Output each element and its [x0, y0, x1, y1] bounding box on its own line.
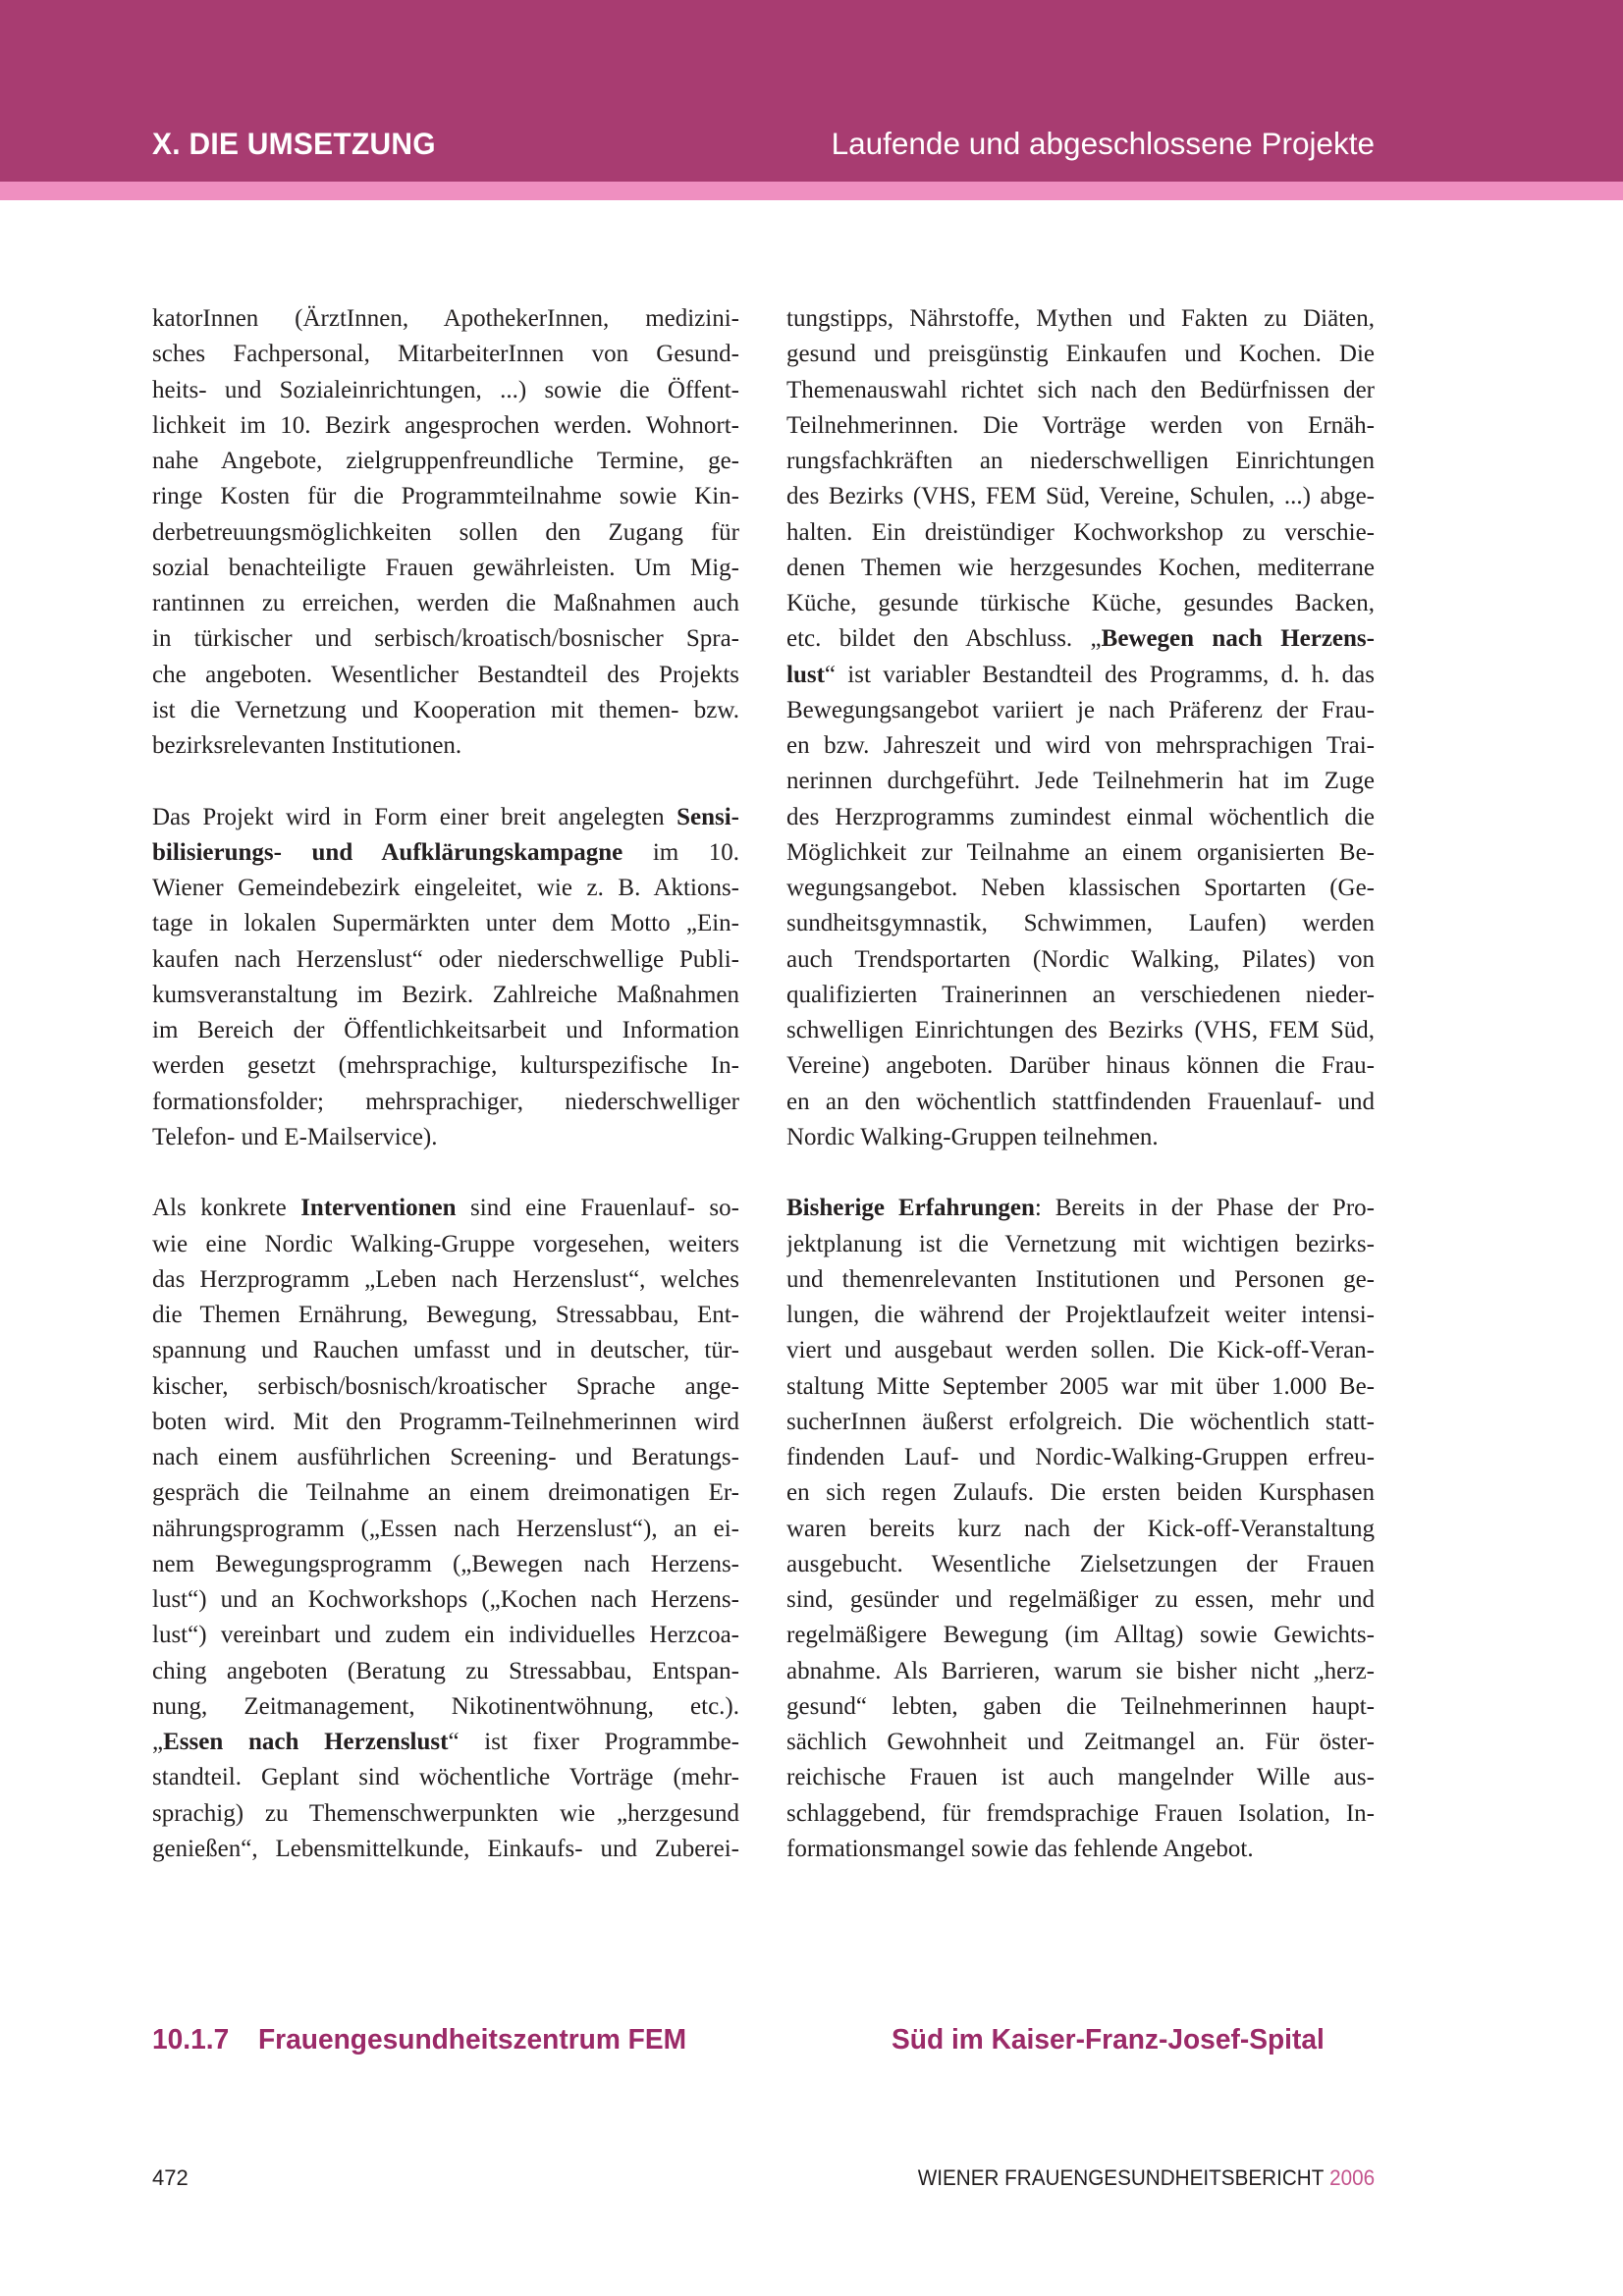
text-segment: nung, Zeitmanagement, Nikotinentwöhnung, etc.).	[152, 1692, 739, 1720]
text-line	[786, 1013, 1375, 1048]
page-number: 472	[152, 2165, 189, 2190]
text-line	[152, 835, 739, 871]
text-line	[152, 621, 739, 657]
text-segment: Möglichkeit zur Teilnahme an einem organisierten Be-	[786, 838, 1375, 866]
text-line	[152, 586, 739, 621]
text-segment: “ ist fixer Programmbe-	[448, 1729, 739, 1755]
text-line	[786, 373, 1375, 408]
bold-term: Sensi-	[676, 803, 739, 830]
text-line	[152, 373, 739, 408]
text-segment: qualifizierten Trainerinnen an verschiedenen nieder-	[786, 981, 1375, 1008]
text-segment: Das Projekt wird in Form einer breit angelegten	[152, 803, 677, 830]
text-line	[152, 1405, 739, 1440]
text-segment: im Bereich der Öffentlichkeitsarbeit und Information	[152, 1017, 739, 1043]
text-line	[786, 1298, 1375, 1333]
text-segment: regelmäßigere Bewegung (im Alltag) sowie Gewichts-	[786, 1622, 1375, 1649]
text-segment: bezirksrelevanten Institutionen.	[152, 732, 462, 759]
text-line	[152, 1547, 739, 1582]
text-line	[152, 1725, 739, 1760]
text-line	[152, 728, 739, 764]
text-line	[786, 1475, 1375, 1511]
bold-term: Bewegen nach Herzens-	[1101, 625, 1375, 653]
text-line	[786, 444, 1375, 479]
text-segment: nährungsprogramm („Essen nach Herzenslust“), an ei-	[152, 1515, 739, 1542]
text-segment: en bzw. Jahreszeit und wird von mehrsprachigen Trai-	[786, 732, 1375, 759]
text-line	[152, 1085, 739, 1120]
text-line	[152, 906, 739, 941]
chapter-title: X. DIE UMSETZUNG	[152, 126, 436, 161]
bold-term: Essen nach Herzenslust	[163, 1729, 449, 1755]
publication-title: WIENER FRAUENGESUNDHEITSBERICHT	[917, 2165, 1325, 2190]
paragraph	[786, 301, 1375, 1155]
text-segment: sundheitsgymnastik, Schwimmen, Laufen) werden	[786, 910, 1375, 937]
section-heading-part-2: Süd im Kaiser-Franz-Josef-Spital	[892, 2024, 1325, 2056]
text-segment: kumsveranstaltung im Bezirk. Zahlreiche Maßnahmen	[152, 981, 739, 1008]
footer-publication	[918, 2165, 1375, 2190]
section-heading-part-1: Frauengesundheitszentrum FEM	[258, 2024, 687, 2056]
text-line	[786, 1333, 1375, 1368]
header-accent-stripe	[0, 182, 1623, 200]
text-segment: „	[152, 1729, 164, 1755]
text-segment: sozial benachteiligte Frauen gewährleisten. Um Mig-	[152, 554, 739, 581]
text-segment: denen Themen wie herzgesundes Kochen, mediterrane	[786, 554, 1375, 581]
text-segment: lust“) und an Kochworkshops („Kochen nach Herzens-	[152, 1586, 739, 1613]
text-segment: nahe Angebote, zielgruppenfreundliche Termine, ge-	[152, 448, 739, 474]
paragraph	[152, 800, 739, 1156]
text-line	[152, 1333, 739, 1368]
text-segment: nach einem ausführlichen Screening- und Beratungs-	[152, 1444, 739, 1470]
text-line	[786, 479, 1375, 514]
publication-year: 2006	[1328, 2165, 1375, 2190]
text-line	[152, 1048, 739, 1084]
text-segment: schwelligen Einrichtungen des Bezirks (VHS, FEM Süd,	[786, 1017, 1375, 1043]
text-segment: gesund und preisgünstig Einkaufen und Kochen. Die	[786, 341, 1375, 368]
text-segment: Bewegungsangebot variiert je nach Präferenz der Frau-	[786, 696, 1375, 723]
text-segment: wie eine Nordic Walking-Gruppe vorgesehen, weiters	[152, 1230, 739, 1257]
text-segment: werden gesetzt (mehrsprachige, kulturspezifische In-	[152, 1052, 739, 1080]
text-line	[786, 408, 1375, 444]
text-segment: schlaggebend, für fremdsprachige Frauen Isolation, In-	[786, 1799, 1375, 1827]
text-segment: Telefon- und E-Mailservice).	[152, 1123, 438, 1150]
text-line	[152, 408, 739, 444]
text-segment: Nordic Walking-Gruppen teilnehmen.	[786, 1123, 1159, 1150]
text-line	[152, 1440, 739, 1475]
text-line	[152, 1120, 739, 1155]
text-segment: formationsmangel sowie das fehlende Angebot.	[786, 1835, 1254, 1862]
text-line	[786, 978, 1375, 1013]
text-segment: Wiener Gemeindebezirk eingeleitet, wie z. B. Aktions-	[152, 875, 739, 901]
text-segment: : Bereits in der Phase der Pro-	[1034, 1195, 1375, 1222]
text-line	[786, 1440, 1375, 1475]
text-segment: en sich regen Zulaufs. Die ersten beiden Kursphasen	[786, 1479, 1375, 1507]
text-segment: rantinnen zu erreichen, werden die Maßnahmen auch	[152, 590, 739, 616]
text-line	[152, 1582, 739, 1618]
bold-term: Bisherige Erfahrungen	[786, 1195, 1035, 1222]
text-segment: Als konkrete	[152, 1195, 301, 1222]
text-line	[786, 1085, 1375, 1120]
text-segment: des Bezirks (VHS, FEM Süd, Vereine, Schulen, ...) abge-	[786, 483, 1375, 510]
text-segment: halten. Ein dreistündiger Kochworkshop zu verschie-	[786, 518, 1375, 546]
paragraph	[786, 1191, 1375, 1867]
text-line	[786, 1262, 1375, 1298]
text-segment: ausgebucht. Wesentliche Zielsetzungen der Frauen	[786, 1550, 1375, 1577]
text-segment: waren bereits kurz nach der Kick-off-Veranstaltung	[786, 1515, 1375, 1542]
text-line	[786, 906, 1375, 941]
text-segment: formationsfolder; mehrsprachiger, niederschwelliger	[152, 1088, 739, 1115]
text-line	[152, 479, 739, 514]
text-column-right	[786, 301, 1375, 1867]
text-line	[786, 871, 1375, 906]
text-line	[152, 942, 739, 978]
text-line	[152, 1512, 739, 1547]
text-line	[152, 978, 739, 1013]
text-segment: viert und ausgebaut werden sollen. Die Kick-off-Veran-	[786, 1337, 1375, 1364]
text-line	[152, 1369, 739, 1405]
text-column-left	[152, 301, 739, 1867]
text-line	[152, 1760, 739, 1795]
text-segment: kaufen nach Herzenslust“ oder niederschwellige Publi-	[152, 945, 739, 973]
text-line	[786, 1618, 1375, 1653]
text-line	[786, 301, 1375, 337]
text-line	[786, 337, 1375, 372]
text-segment: “ ist variabler Bestandteil des Programms, d. h. das	[824, 661, 1375, 688]
text-segment: ist die Vernetzung und Kooperation mit themen- bzw.	[152, 696, 739, 723]
text-segment: genießen“, Lebensmittelkunde, Einkaufs- und Zuberei-	[152, 1835, 739, 1862]
paragraph	[152, 1191, 739, 1867]
text-segment: findenden Lauf- und Nordic-Walking-Gruppen erfreu-	[786, 1444, 1375, 1470]
text-line	[152, 658, 739, 693]
section-running-title: Laufende und abgeschlossene Projekte	[831, 126, 1375, 161]
text-line	[152, 515, 739, 551]
text-segment: abnahme. Als Barrieren, warum sie bisher nicht „herz-	[786, 1657, 1375, 1684]
text-segment: im 10.	[622, 838, 739, 866]
text-segment: nerinnen durchgeführt. Jede Teilnehmerin hat im Zuge	[786, 768, 1375, 795]
text-line	[786, 515, 1375, 551]
text-line	[786, 621, 1375, 657]
chapter-header-band	[0, 0, 1623, 182]
text-segment: nem Bewegungsprogramm („Bewegen nach Herzens-	[152, 1550, 739, 1577]
text-segment: tungstipps, Nährstoffe, Mythen und Fakten zu Diäten,	[786, 305, 1375, 332]
text-segment: sind, gesünder und regelmäßiger zu essen, mehr und	[786, 1586, 1375, 1613]
text-segment: standteil. Geplant sind wöchentliche Vorträge (mehr-	[152, 1764, 739, 1791]
text-line	[786, 1512, 1375, 1547]
text-line	[152, 337, 739, 372]
text-segment: derbetreuungsmöglichkeiten sollen den Zugang für	[152, 518, 739, 546]
text-segment: sucherInnen äußerst erfolgreich. Die wöchentlich statt-	[786, 1408, 1375, 1435]
text-line	[152, 1191, 739, 1226]
text-line	[152, 1796, 739, 1832]
text-segment: sächlich Gewohnheit und Zeitmangel an. Für öster-	[786, 1729, 1375, 1755]
text-segment: kischer, serbisch/bosnisch/kroatischer Sprache ange-	[152, 1372, 739, 1400]
text-segment: sches Fachpersonal, MitarbeiterInnen von Gesund-	[152, 341, 739, 368]
text-line	[152, 693, 739, 728]
text-segment: lichkeit im 10. Bezirk angesprochen werden. Wohnort-	[152, 411, 739, 439]
text-segment: Vereine) angeboten. Darüber hinaus können die Frau-	[786, 1052, 1375, 1080]
text-line	[786, 1796, 1375, 1832]
text-line	[786, 1369, 1375, 1405]
text-line	[152, 1475, 739, 1511]
text-line	[152, 1832, 739, 1867]
text-line	[152, 1618, 739, 1653]
text-line	[786, 586, 1375, 621]
text-line	[786, 1227, 1375, 1262]
text-line	[152, 1689, 739, 1725]
text-segment: und themenrelevanten Institutionen und Personen ge-	[786, 1265, 1375, 1293]
text-segment: lungen, die während der Projektlaufzeit weiter intensi-	[786, 1302, 1375, 1328]
text-line	[152, 301, 739, 337]
text-line	[786, 1547, 1375, 1582]
paragraph	[152, 301, 739, 764]
text-segment: Küche, gesunde türkische Küche, gesundes Backen,	[786, 590, 1375, 616]
text-segment: ringe Kosten für die Programmteilnahme sowie Kin-	[152, 483, 739, 510]
text-line	[786, 1405, 1375, 1440]
text-line	[786, 835, 1375, 871]
text-segment: heits- und Sozialeinrichtungen, ...) sowie die Öffent-	[152, 376, 739, 403]
text-line	[786, 551, 1375, 586]
text-segment: rungsfachkräften an niederschwelligen Einrichtungen	[786, 448, 1375, 474]
text-line	[152, 551, 739, 586]
text-segment: tage in lokalen Supermärkten unter dem Motto „Ein-	[152, 910, 739, 937]
text-segment: die Themen Ernährung, Bewegung, Stressabbau, Ent-	[152, 1302, 739, 1328]
text-segment: reichische Frauen ist auch mangelnder Wille aus-	[786, 1764, 1375, 1791]
text-line	[152, 800, 739, 835]
text-line	[786, 658, 1375, 693]
text-segment: gesund“ lebten, gaben die Teilnehmerinnen haupt-	[786, 1692, 1375, 1720]
text-line	[152, 871, 739, 906]
text-segment: jektplanung ist die Vernetzung mit wichtigen bezirks-	[786, 1230, 1375, 1257]
text-segment: en an den wöchentlich stattfindenden Frauenlauf- und	[786, 1088, 1375, 1115]
text-segment: boten wird. Mit den Programm-Teilnehmerinnen wird	[152, 1408, 739, 1435]
text-segment: che angeboten. Wesentlicher Bestandteil des Projekts	[152, 661, 739, 688]
section-number: 10.1.7	[152, 2024, 230, 2056]
text-line	[786, 942, 1375, 978]
bold-term: Interventionen	[300, 1195, 457, 1222]
text-line	[786, 1725, 1375, 1760]
text-segment: lust“) vereinbart und zudem ein individuelles Herzcoa-	[152, 1622, 739, 1649]
text-segment: spannung und Rauchen umfasst und in deutscher, tür-	[152, 1337, 739, 1364]
bold-term: lust	[786, 661, 825, 688]
text-line	[786, 1120, 1375, 1155]
text-segment: Teilnehmerinnen. Die Vorträge werden von Ernäh-	[786, 411, 1375, 439]
text-segment: gespräch die Teilnahme an einem dreimonatigen Er-	[152, 1479, 739, 1507]
text-segment: etc. bildet den Abschluss. „	[786, 625, 1102, 653]
text-line	[786, 1582, 1375, 1618]
bold-term: bilisierungs- und Aufklärungskampagne	[152, 838, 623, 866]
text-line	[152, 444, 739, 479]
text-line	[786, 1654, 1375, 1689]
text-segment: das Herzprogramm „Leben nach Herzenslust“, welches	[152, 1265, 739, 1293]
text-segment: sind eine Frauenlauf- so-	[456, 1195, 739, 1222]
text-segment: Themenauswahl richtet sich nach den Bedürfnissen der	[786, 376, 1375, 403]
text-segment: in türkischer und serbisch/kroatisch/bosnischer Spra-	[152, 625, 739, 653]
text-line	[152, 1262, 739, 1298]
text-line	[152, 1298, 739, 1333]
text-segment: auch Trendsportarten (Nordic Walking, Pilates) von	[786, 945, 1375, 973]
text-line	[786, 800, 1375, 835]
text-line	[786, 1832, 1375, 1867]
text-line	[152, 1013, 739, 1048]
text-segment: des Herzprogramms zumindest einmal wöchentlich die	[786, 803, 1375, 830]
text-line	[152, 1227, 739, 1262]
text-segment: wegungsangebot. Neben klassischen Sportarten (Ge-	[786, 875, 1375, 901]
text-line	[786, 1689, 1375, 1725]
text-line	[786, 1191, 1375, 1226]
text-segment: staltung Mitte September 2005 war mit über 1.000 Be-	[786, 1372, 1375, 1400]
text-line	[152, 1654, 739, 1689]
text-line	[786, 764, 1375, 799]
text-line	[786, 693, 1375, 728]
text-segment: sprachig) zu Themenschwerpunkten wie „herzgesund	[152, 1799, 739, 1827]
text-segment: ching angeboten (Beratung zu Stressabbau, Entspan-	[152, 1657, 739, 1684]
text-segment: katorInnen (ÄrztInnen, ApothekerInnen, medizini-	[152, 305, 739, 332]
text-line	[786, 1048, 1375, 1084]
text-line	[786, 1760, 1375, 1795]
text-line	[786, 728, 1375, 764]
